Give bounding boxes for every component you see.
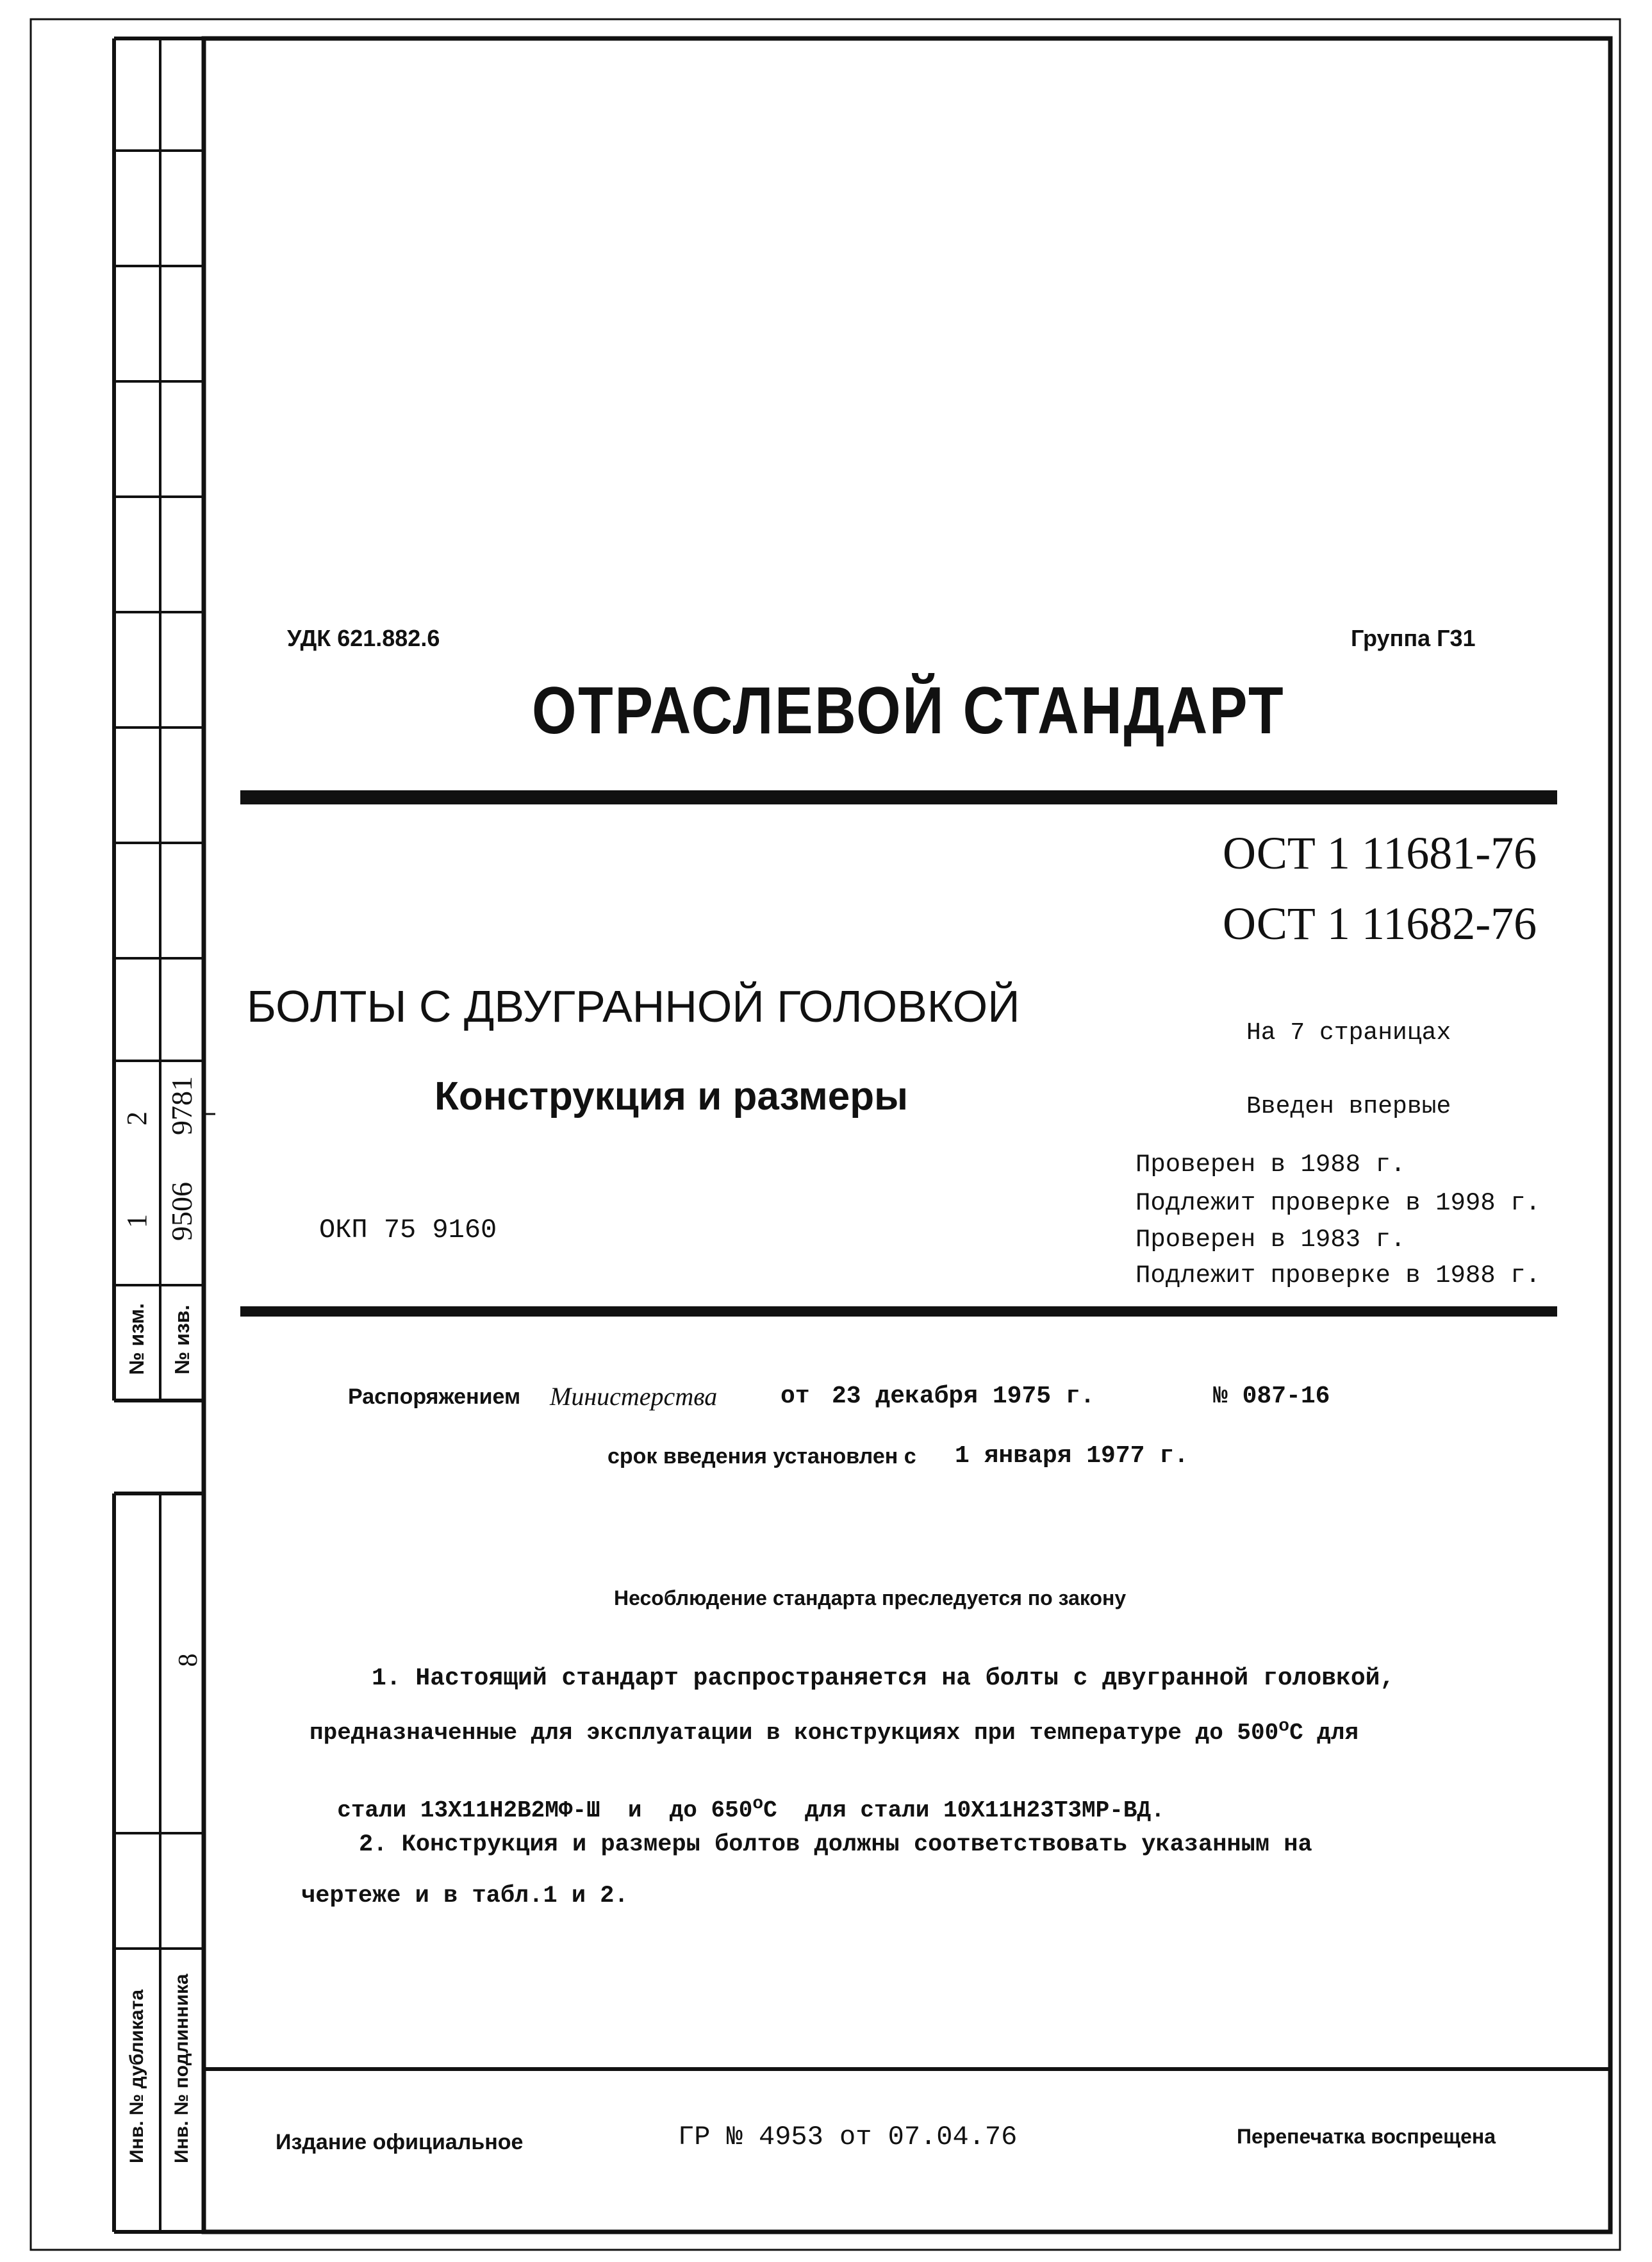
paragraph-1-line-3 — [310, 1768, 1165, 1824]
sheet-number: 8 — [174, 1653, 203, 1667]
paragraph-1-line-1: 1. Настоящий стандарт распространяется на болты с двугранной головкой, — [372, 1665, 1395, 1692]
paragraph-1-line-2-text: предназначенные для эксплуатации в конструкциях при температуре до 500 — [310, 1720, 1279, 1746]
order-word: Распоряжением — [348, 1385, 521, 1409]
pages-count: На 7 страницах — [1246, 1019, 1451, 1047]
label-change-number: № изм. — [125, 1303, 148, 1375]
footer-reprint: Перепечатка воспрещена — [1237, 2125, 1496, 2148]
okp-code: ОКП 75 9160 — [319, 1215, 497, 1245]
paragraph-1-line-2 — [310, 1717, 1359, 1746]
paragraph-1-line-3-text: стали 13Х11Н2В2МФ-Ш и до 650 — [337, 1797, 753, 1824]
check-line-2: Подлежит проверке в 1998 г. — [1136, 1189, 1540, 1217]
label-notice-number: № изв. — [170, 1304, 194, 1375]
check-line-4: Подлежит проверке в 1988 г. — [1136, 1261, 1540, 1290]
change-number-2: 2 — [121, 1111, 153, 1126]
footer-registration: ГР № 4953 от 07.04.76 — [678, 2122, 1018, 2152]
order-ministry: Министерства — [550, 1382, 718, 1411]
order-date: 23 декабря 1975 г. — [832, 1383, 1095, 1410]
ost-number-1: ОСТ 1 11681-76 — [1223, 827, 1537, 879]
paragraph-1-line-2-end: С для — [1289, 1720, 1359, 1746]
document-subtitle: Конструкция и размеры — [434, 1074, 909, 1119]
change-number-1: 1 — [121, 1214, 153, 1228]
notice-number-1: 9506 — [165, 1182, 198, 1241]
check-line-1: Проверен в 1988 г. — [1136, 1151, 1406, 1179]
order-number: № 087-16 — [1213, 1383, 1330, 1410]
paragraph-1-line-3-end: С для стали 10Х11Н23Т3МР-ВД. — [763, 1797, 1165, 1824]
check-line-3: Проверен в 1983 г. — [1136, 1226, 1406, 1254]
order-effective-date: 1 января 1977 г. — [955, 1442, 1189, 1470]
law-notice: Несоблюдение стандарта преследуется по закону — [614, 1586, 1127, 1609]
notice-number-2: 9781 — [165, 1076, 198, 1135]
ost-number-2: ОСТ 1 11682-76 — [1223, 898, 1537, 949]
paragraph-2-line-2: чертеже и в табл.1 и 2. — [301, 1883, 629, 1909]
degree-sign-2: о — [752, 1794, 764, 1814]
udk-code: УДК 621.882.6 — [287, 625, 440, 651]
document-subject: БОЛТЫ С ДВУГРАННОЙ ГОЛОВКОЙ — [247, 981, 1020, 1031]
footer-edition: Издание официальное — [276, 2130, 524, 2154]
paragraph-2-line-1: 2. Конструкция и размеры болтов должны соответствовать указанным на — [359, 1831, 1312, 1858]
order-effective-label: срок введения установлен с — [607, 1444, 916, 1468]
order-from: от — [781, 1383, 810, 1410]
label-original-inventory: Инв. № подлинника — [171, 1974, 192, 2163]
introduced-note: Введен впервые — [1246, 1093, 1451, 1120]
group-code: Группа Г31 — [1351, 625, 1476, 651]
degree-sign-1: о — [1278, 1717, 1290, 1736]
page-title: ОТРАСЛЕВОЙ СТАНДАРТ — [532, 674, 1285, 748]
label-duplicate-inventory: Инв. № дубликата — [126, 1989, 147, 2163]
